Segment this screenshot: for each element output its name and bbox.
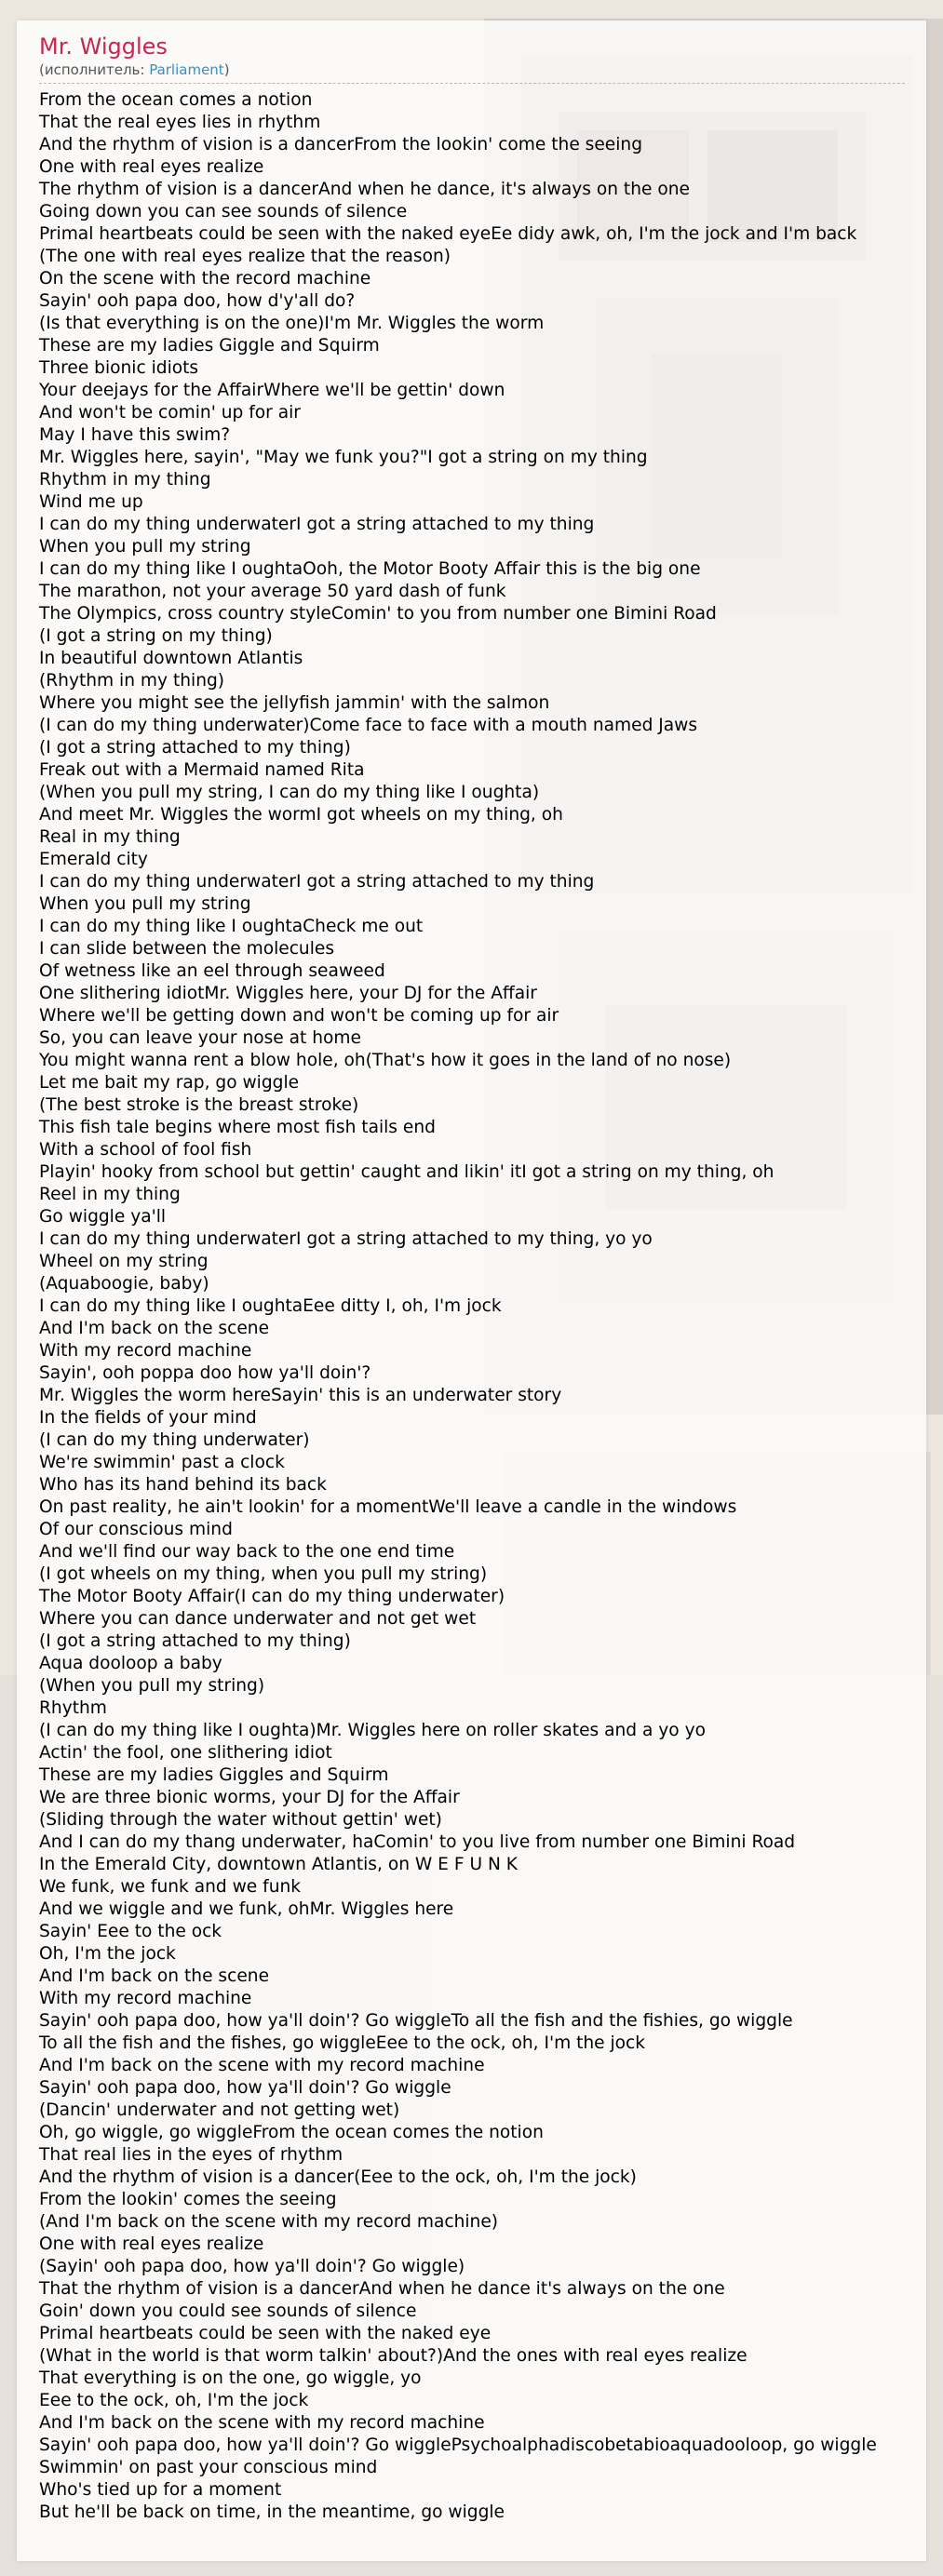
lyric-line: Who's tied up for a moment: [39, 2480, 282, 2500]
lyric-line: Primal heartbeats could be seen with the naked eyeEe didy awk, oh, I'm the jock and I'm back: [39, 224, 857, 244]
lyric-line: These are my ladies Giggle and Squirm: [39, 336, 380, 356]
lyric-line: When you pull my string: [39, 537, 251, 557]
lyric-line: (The best stroke is the breast stroke): [39, 1095, 359, 1115]
lyric-line: Aqua dooloop a baby: [39, 1654, 222, 1673]
lyric-line: (I got a string on my thing): [39, 626, 273, 646]
lyric-line: Sayin' ooh papa doo, how d'y'all do?: [39, 291, 356, 311]
lyric-line: (I got a string attached to my thing): [39, 1631, 351, 1651]
lyric-line: Go wiggle ya'll: [39, 1207, 167, 1227]
lyric-line: Freak out with a Mermaid named Rita: [39, 760, 365, 780]
lyric-line: (Is that everything is on the one)I'm Mr. Wiggles the worm: [39, 314, 545, 333]
lyric-line: In beautiful downtown Atlantis: [39, 649, 303, 668]
lyric-line: (I can do my thing like I oughta)Mr. Wiggles here on roller skates and a yo yo: [39, 1721, 706, 1740]
lyric-line: Eee to the ock, oh, I'm the jock: [39, 2391, 309, 2410]
lyric-line: In the fields of your mind: [39, 1408, 257, 1428]
lyric-line: Rhythm: [39, 1698, 107, 1718]
lyric-line: Where you might see the jellyfish jammin' with the salmon: [39, 693, 550, 713]
lyric-line: The rhythm of vision is a dancerAnd when he dance, it's always on the one: [39, 180, 690, 199]
lyric-line: Sayin' ooh papa doo, how ya'll doin'? Go wiggle: [39, 2078, 451, 2098]
lyric-line: And I'm back on the scene: [39, 1319, 270, 1338]
lyric-line: (Sayin' ooh papa doo, how ya'll doin'? Go wiggle): [39, 2257, 465, 2276]
lyric-line: (I can do my thing underwater): [39, 1430, 310, 1450]
lyric-line: (When you pull my string, I can do my thing like I oughta): [39, 783, 540, 802]
lyric-line: Three bionic idiots: [39, 358, 199, 378]
lyric-line: And won't be comin' up for air: [39, 403, 301, 423]
lyric-line: You might wanna rent a blow hole, oh(That's how it goes in the land of no nose): [39, 1051, 732, 1070]
lyric-line: Where you can dance underwater and not get wet: [39, 1609, 477, 1629]
lyric-line: The marathon, not your average 50 yard dash of funk: [39, 582, 506, 601]
lyric-line: From the lookin' comes the seeing: [39, 2190, 337, 2209]
lyric-line: And I'm back on the scene with my record machine: [39, 2413, 485, 2433]
lyric-line: Playin' hooky from school but gettin' caught and likin' itI got a string on my thing, oh: [39, 1162, 775, 1182]
lyric-line: Oh, go wiggle, go wiggleFrom the ocean comes the notion: [39, 2123, 544, 2142]
artist-suffix: ): [223, 61, 230, 78]
lyric-line: I can slide between the molecules: [39, 939, 335, 959]
lyric-line: (The one with real eyes realize that the reason): [39, 247, 451, 266]
lyric-line: (Rhythm in my thing): [39, 671, 225, 691]
lyric-line: Sayin' ooh papa doo, how ya'll doin'? Go wigglePsychoalphadiscobetabioaquadooloop, go wiggle: [39, 2435, 877, 2455]
lyric-line: On past reality, he ain't lookin' for a momentWe'll leave a candle in the windows: [39, 1497, 737, 1517]
lyric-line: With my record machine: [39, 1341, 252, 1361]
lyric-line: To all the fish and the fishes, go wiggleEee to the ock, oh, I'm the jock: [39, 2033, 646, 2053]
lyric-line: With a school of fool fish: [39, 1140, 252, 1160]
lyric-line: I can do my thing underwaterI got a string attached to my thing: [39, 872, 595, 892]
lyric-line: Mr. Wiggles here, sayin', "May we funk you?"I got a string on my thing: [39, 448, 648, 467]
lyric-line: Real in my thing: [39, 827, 181, 847]
lyric-line: May I have this swim?: [39, 425, 231, 445]
lyric-line: (What in the world is that worm talkin' about?)And the ones with real eyes realize: [39, 2346, 748, 2366]
lyric-line: And I'm back on the scene: [39, 1966, 270, 1986]
lyric-line: (I got a string attached to my thing): [39, 738, 351, 758]
lyric-line: Sayin' ooh papa doo, how ya'll doin'? Go wiggleTo all the fish and the fishies, go wiggle: [39, 2011, 793, 2031]
lyric-line: The Olympics, cross country styleComin' to you from number one Bimini Road: [39, 604, 717, 624]
lyric-line: I can do my thing underwaterI got a string attached to my thing, yo yo: [39, 1229, 653, 1249]
lyric-line: The Motor Booty Affair(I can do my thing underwater): [39, 1587, 505, 1606]
lyric-line: Who has its hand behind its back: [39, 1475, 327, 1495]
lyric-line: (Dancin' underwater and not getting wet): [39, 2100, 400, 2120]
lyric-line: Of wetness like an eel through seaweed: [39, 961, 385, 981]
lyric-line: (I got wheels on my thing, when you pull my string): [39, 1564, 488, 1584]
lyric-line: Emerald city: [39, 850, 148, 869]
lyric-line: Goin' down you could see sounds of silence: [39, 2301, 417, 2321]
lyric-line: One slithering idiotMr. Wiggles here, your DJ for the Affair: [39, 984, 537, 1003]
lyric-line: I can do my thing underwaterI got a string attached to my thing: [39, 515, 595, 534]
lyric-line: I can do my thing like I oughtaCheck me out: [39, 917, 424, 936]
song-title: Mr. Wiggles: [39, 34, 168, 60]
lyric-line: And we'll find our way back to the one end time: [39, 1542, 455, 1562]
artist-prefix: (исполнитель:: [39, 61, 150, 78]
title-divider: [39, 83, 905, 84]
lyric-line: We are three bionic worms, your DJ for the Affair: [39, 1788, 460, 1807]
artist-line: [39, 61, 923, 78]
lyric-line: Going down you can see sounds of silence: [39, 202, 408, 221]
lyric-line: That the real eyes lies in rhythm: [39, 113, 321, 132]
lyric-line: Mr. Wiggles the worm hereSayin' this is an underwater story: [39, 1386, 562, 1405]
lyric-line: That everything is on the one, go wiggle, yo: [39, 2368, 422, 2388]
lyric-line: Sayin', ooh poppa doo how ya'll doin'?: [39, 1363, 371, 1383]
lyric-line: And we wiggle and we funk, ohMr. Wiggles here: [39, 1899, 454, 1919]
lyric-line: Actin' the fool, one slithering idiot: [39, 1743, 332, 1763]
lyric-line: One with real eyes realize: [39, 157, 264, 177]
lyric-line: I can do my thing like I oughtaOoh, the Motor Booty Affair this is the big one: [39, 559, 701, 579]
lyric-line: In the Emerald City, downtown Atlantis, on W E F U N K: [39, 1855, 518, 1874]
lyric-line: Where we'll be getting down and won't be coming up for air: [39, 1006, 559, 1026]
lyric-line: And the rhythm of vision is a dancerFrom the lookin' come the seeing: [39, 135, 642, 154]
lyric-line: I can do my thing like I oughtaEee ditty I, oh, I'm jock: [39, 1296, 502, 1316]
lyric-line: And the rhythm of vision is a dancer(Eee to the ock, oh, I'm the jock): [39, 2167, 637, 2187]
lyric-line: Rhythm in my thing: [39, 470, 211, 490]
lyric-line: Swimmin' on past your conscious mind: [39, 2458, 378, 2477]
lyric-line: Of our conscious mind: [39, 1520, 233, 1539]
lyric-line: And I can do my thang underwater, haComin' to you live from number one Bimini Road: [39, 1832, 796, 1852]
lyric-line: This fish tale begins where most fish tails end: [39, 1118, 436, 1137]
lyric-line: From the ocean comes a notion: [39, 90, 313, 110]
lyric-line: Wheel on my string: [39, 1252, 209, 1271]
lyric-line: These are my ladies Giggles and Squirm: [39, 1765, 389, 1785]
lyric-line: Reel in my thing: [39, 1185, 181, 1204]
lyric-line: (Aquaboogie, baby): [39, 1274, 209, 1294]
lyric-line: That real lies in the eyes of rhythm: [39, 2145, 344, 2165]
lyric-line: Sayin' Eee to the ock: [39, 1922, 222, 1941]
lyrics-content: [39, 34, 923, 2524]
artist-link[interactable]: Parliament: [149, 61, 224, 78]
lyric-line: On the scene with the record machine: [39, 269, 371, 288]
lyric-line: One with real eyes realize: [39, 2234, 264, 2254]
lyric-line: That the rhythm of vision is a dancerAnd when he dance it's always on the one: [39, 2279, 725, 2299]
lyric-line: When you pull my string: [39, 894, 251, 914]
lyric-line: (When you pull my string): [39, 1676, 265, 1696]
lyric-line: (I can do my thing underwater)Come face to face with a mouth named Jaws: [39, 716, 698, 735]
lyric-line: Oh, I'm the jock: [39, 1944, 176, 1964]
lyric-line: Primal heartbeats could be seen with the naked eye: [39, 2324, 492, 2343]
lyric-line: Let me bait my rap, go wiggle: [39, 1073, 300, 1093]
lyric-line: So, you can leave your nose at home: [39, 1028, 361, 1048]
lyric-line: We funk, we funk and we funk: [39, 1877, 302, 1897]
lyric-line: With my record machine: [39, 1989, 252, 2008]
lyric-line: But he'll be back on time, in the meantime, go wiggle: [39, 2502, 505, 2522]
lyric-line: We're swimmin' past a clock: [39, 1453, 285, 1472]
lyric-line: And meet Mr. Wiggles the wormI got wheels on my thing, oh: [39, 805, 563, 825]
lyric-line: (Sliding through the water without gettin' wet): [39, 1810, 442, 1830]
lyric-line: (And I'm back on the scene with my record machine): [39, 2212, 499, 2232]
lyric-line: Wind me up: [39, 492, 143, 512]
lyric-line: Your deejays for the AffairWhere we'll be gettin' down: [39, 381, 505, 400]
lyrics-body: [39, 89, 923, 2524]
lyric-line: And I'm back on the scene with my record machine: [39, 2056, 485, 2075]
